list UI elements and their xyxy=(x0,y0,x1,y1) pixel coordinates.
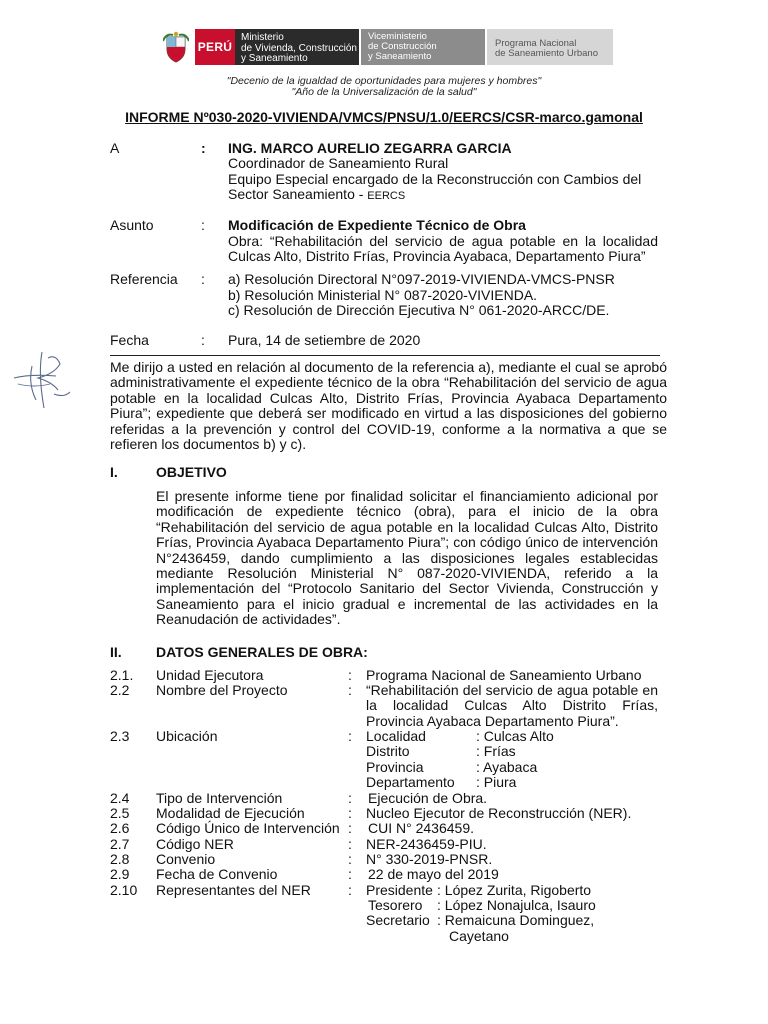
handwritten-signature xyxy=(8,344,74,416)
representative-name: : Remaicuna Dominguez, xyxy=(437,912,595,928)
representative-name: : López Nonajulca, Isauro xyxy=(437,897,596,913)
row-value: Programa Nacional de Saneamiento Urbano xyxy=(366,667,642,683)
row-colon: : xyxy=(348,682,352,698)
location-key: Distrito xyxy=(366,743,410,759)
report-title: INFORME Nº030-2020-VIVIENDA/VMCS/PNSU/1.0/EERCS/CSR-marco.gamonal xyxy=(125,109,643,125)
coat-of-arms-icon xyxy=(163,31,189,63)
row-value-project-name: “Rehabilitación del servicio de agua potable en la localidad Culcas Alto Distrito Frías, Provincia Ayabaca Departamento Piura”. xyxy=(366,682,658,729)
row-label: Modalidad de Ejecución xyxy=(156,805,305,821)
row-colon: : xyxy=(348,851,352,867)
date-value: Pura, 14 de setiembre de 2020 xyxy=(228,332,421,348)
row-value: 22 de mayo del 2019 xyxy=(368,866,499,882)
intro-paragraph: Me dirijo a usted en relación al documento de la referencia a), mediante el cual se aprobó administrativamente el expediente técnico de la obra “Rehabilitación del servicio de agua potable en la localidad Culcas Alto, Distrito Frías, Provincia Ayabaca Departamento Piura”; expediente que deberá ser modificado en virtud a las disposiciones del gobierno referidas a la prevención y control del COVID-19, conforme a la normativa a que se refieren los documentos b) y c). xyxy=(110,359,667,453)
row-value: CUI N° 2436459. xyxy=(368,820,474,836)
representative-role: Secretario xyxy=(366,912,430,928)
to-role: Coordinador de Saneamiento Rural xyxy=(228,155,449,171)
row-label: Unidad Ejecutora xyxy=(156,667,264,683)
program-line: de Saneamiento Urbano xyxy=(495,48,598,59)
date-label: Fecha xyxy=(110,332,149,348)
location-value: : Ayabaca xyxy=(476,759,538,775)
row-number: 2.9 xyxy=(110,866,130,882)
representative-role: Presidente xyxy=(366,882,433,898)
row-value: Nucleo Ejecutor de Reconstrucción (NER). xyxy=(366,805,632,821)
subject-colon: : xyxy=(201,217,205,233)
subject-work-line1: Obra: “Rehabilitación del servicio de agua potable en la localidad xyxy=(228,233,658,249)
row-colon: : xyxy=(348,836,352,852)
row-number: 2.7 xyxy=(110,836,130,852)
vice-line: Viceministerio xyxy=(368,31,427,42)
to-sector-acronym: EERCS xyxy=(367,190,406,202)
row-label: Código Único de Intervención xyxy=(156,820,340,836)
row-label: Código NER xyxy=(156,836,234,852)
row-number: 2.4 xyxy=(110,790,130,806)
row-number: 2.6 xyxy=(110,820,130,836)
row-label: Ubicación xyxy=(156,728,218,744)
to-colon: : xyxy=(201,140,206,156)
row-colon: : xyxy=(348,882,352,898)
to-label: A xyxy=(110,140,120,156)
row-value: Ejecución de Obra. xyxy=(368,790,488,806)
location-key: Departamento xyxy=(366,774,455,790)
representative-name: : López Zurita, Rigoberto xyxy=(437,882,592,898)
section2-title: DATOS GENERALES DE OBRA: xyxy=(156,644,368,660)
representative-role: Tesorero xyxy=(368,897,423,913)
vice-line: de Construcción xyxy=(368,41,437,52)
motto-year: "Año de la Universalización de la salud" xyxy=(291,86,477,98)
to-sector-text: Sector Saneamiento - xyxy=(228,186,368,202)
ministry-line: y Saneamiento xyxy=(241,53,308,64)
row-number: 2.10 xyxy=(110,882,138,898)
reference-a: a) Resolución Directoral N°097-2019-VIVIENDA-VMCS-PNSR xyxy=(228,271,615,287)
location-key: Provincia xyxy=(366,759,424,775)
section1-title: OBJETIVO xyxy=(156,464,227,480)
location-value: : Culcas Alto xyxy=(476,728,554,744)
row-colon: : xyxy=(348,790,352,806)
row-colon: : xyxy=(348,866,352,882)
row-value: N° 330-2019-PNSR. xyxy=(366,851,493,867)
section2-number: II. xyxy=(110,644,122,660)
subject-label: Asunto xyxy=(110,217,154,233)
row-label: Tipo de Intervención xyxy=(156,790,283,806)
to-sector xyxy=(228,187,405,205)
program-logo xyxy=(487,29,613,65)
date-colon: : xyxy=(201,332,205,348)
row-colon: : xyxy=(348,805,352,821)
ministry-line: Ministerio xyxy=(241,32,284,43)
row-number: 2.8 xyxy=(110,851,130,867)
country-label: PERÚ xyxy=(197,40,233,54)
motto-decenio: "Decenio de la igualdad de oportunidades para mujeres y hombres" xyxy=(226,75,542,87)
row-number: 2.2 xyxy=(110,682,130,698)
section1-number: I. xyxy=(110,464,118,480)
reference-c: c) Resolución de Dirección Ejecutiva N° 061-2020-ARCC/DE. xyxy=(228,302,610,318)
peru-logo xyxy=(195,29,235,65)
row-label: Fecha de Convenio xyxy=(156,866,278,882)
row-number: 2.5 xyxy=(110,805,130,821)
section1-body: El presente informe tiene por finalidad solicitar el financiamiento adicional por modificación de expediente técnico (obra), para el inicio de la obra “Rehabilitación del servicio de agua potable en la localidad Culcas Alto, Distrito Frías, Provincia Ayabaca Departamento Piura”; con código único de intervención N°2436459, dando cumplimiento a las disposiciones legales establecidas mediante Resolución Ministerial N° 087-2020-VIVIENDA, referido a la implementación del “Protocolo Sanitario del Sector Vivienda, Construcción y Saneamiento para el inicio gradual e incremental de las actividades en la Reanudación de actividades”. xyxy=(156,488,658,628)
row-number: 2.1. xyxy=(110,667,134,683)
location-value: : Piura xyxy=(476,774,517,790)
row-colon: : xyxy=(348,820,352,836)
to-team: Equipo Especial encargado de la Reconstrucción con Cambios del xyxy=(228,171,642,187)
location-value: : Frías xyxy=(476,743,516,759)
ministry-logo xyxy=(235,29,359,65)
to-name: ING. MARCO AURELIO ZEGARRA GARCIA xyxy=(228,140,512,156)
row-value: NER-2436459-PIU. xyxy=(366,836,487,852)
row-number: 2.3 xyxy=(110,728,130,744)
subject-title: Modificación de Expediente Técnico de Obra xyxy=(228,217,526,233)
vice-line: y Saneamiento xyxy=(368,51,432,62)
row-label: Convenio xyxy=(156,851,216,867)
program-line: Programa Nacional xyxy=(495,38,577,49)
row-label: Representantes del NER xyxy=(156,882,311,898)
representative-name-cont: Cayetano xyxy=(449,928,509,944)
row-label: Nombre del Proyecto xyxy=(156,682,288,698)
row-colon: : xyxy=(348,728,352,744)
reference-label: Referencia xyxy=(110,271,178,287)
location-key: Localidad xyxy=(366,728,426,744)
viceministry-logo xyxy=(361,29,485,65)
subject-work-line2: Culcas Alto, Distrito Frías, Provincia Ayabaca, Departamento Piura” xyxy=(228,248,646,264)
reference-colon: : xyxy=(201,271,205,287)
row-colon: : xyxy=(348,667,352,683)
ministry-line: de Vivienda, Construcción xyxy=(241,42,357,54)
header-divider xyxy=(110,355,660,356)
reference-b: b) Resolución Ministerial N° 087-2020-VIVIENDA. xyxy=(228,287,538,303)
